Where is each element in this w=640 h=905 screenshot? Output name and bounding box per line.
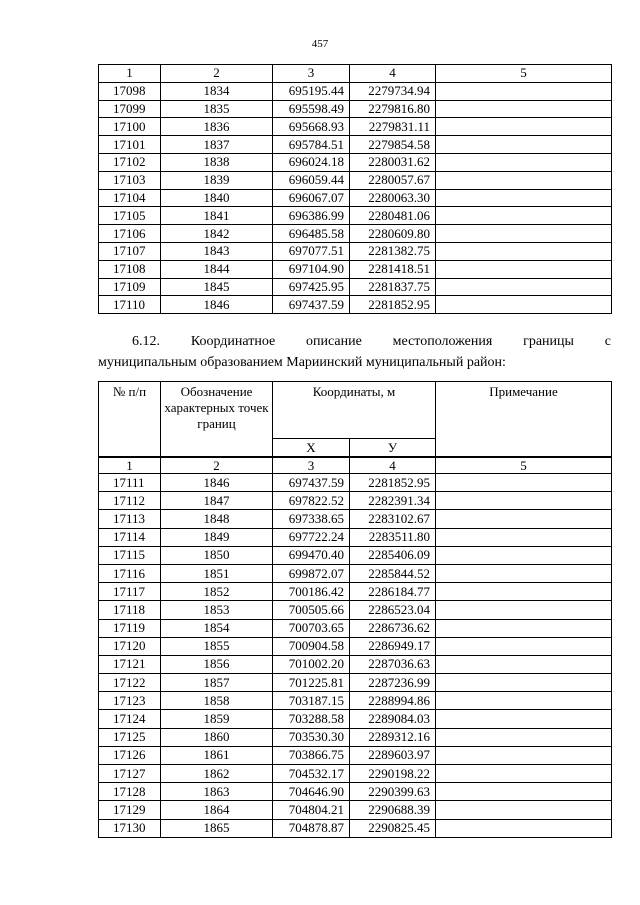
table-cell: 703866.75 — [273, 746, 350, 764]
table-cell: 2280031.62 — [350, 153, 436, 171]
header-x: Х — [273, 439, 350, 458]
paragraph-line-1 — [98, 331, 611, 352]
table-row — [99, 728, 612, 746]
table-cell: 1840 — [161, 189, 273, 207]
table-row — [99, 82, 612, 100]
table-cell: 2289084.03 — [350, 710, 436, 728]
header-coordinates: Координаты, м — [273, 382, 436, 439]
table-row — [99, 819, 612, 837]
table-cell — [436, 601, 612, 619]
table-cell: 17102 — [99, 153, 161, 171]
table-cell: 2281852.95 — [350, 296, 436, 314]
header-note: Примечание — [436, 382, 612, 458]
table-row — [99, 207, 612, 225]
table-index-row — [99, 457, 612, 474]
table-cell: 704804.21 — [273, 801, 350, 819]
header-cell: 4 — [350, 65, 436, 83]
table-cell: 697437.59 — [273, 474, 350, 492]
index-cell: 2 — [161, 457, 273, 474]
table-cell: 2286523.04 — [350, 601, 436, 619]
table-cell — [436, 819, 612, 837]
table-row — [99, 619, 612, 637]
table-row — [99, 225, 612, 243]
table-cell: 17103 — [99, 171, 161, 189]
table-cell: 1842 — [161, 225, 273, 243]
table-row — [99, 492, 612, 510]
table-cell: 2281418.51 — [350, 260, 436, 278]
table-cell — [436, 528, 612, 546]
table-cell — [436, 82, 612, 100]
table-cell: 2279831.11 — [350, 118, 436, 136]
table-cell: 699470.40 — [273, 546, 350, 564]
table-cell — [436, 260, 612, 278]
table-cell: 699872.07 — [273, 564, 350, 582]
table-cell: 1846 — [161, 296, 273, 314]
table-cell: 1858 — [161, 692, 273, 710]
table-cell: 697338.65 — [273, 510, 350, 528]
table-cell: 2285406.09 — [350, 546, 436, 564]
table-cell: 2287236.99 — [350, 674, 436, 692]
paragraph-word: границы — [523, 334, 574, 349]
table-cell: 17126 — [99, 746, 161, 764]
table-cell: 1846 — [161, 474, 273, 492]
table-row — [99, 564, 612, 582]
table-row — [99, 674, 612, 692]
table-cell — [436, 765, 612, 783]
table-cell: 1863 — [161, 783, 273, 801]
table-cell: 2279734.94 — [350, 82, 436, 100]
table-cell: 2280063.30 — [350, 189, 436, 207]
table-cell — [436, 801, 612, 819]
table-cell: 696067.07 — [273, 189, 350, 207]
table-row — [99, 260, 612, 278]
table-cell: 1855 — [161, 637, 273, 655]
table-cell: 2281382.75 — [350, 242, 436, 260]
table-row — [99, 746, 612, 764]
table-cell: 2280609.80 — [350, 225, 436, 243]
table-row — [99, 692, 612, 710]
table-cell: 1841 — [161, 207, 273, 225]
table-row — [99, 765, 612, 783]
table-cell: 17105 — [99, 207, 161, 225]
table-cell — [436, 492, 612, 510]
table-cell: 700505.66 — [273, 601, 350, 619]
table-cell: 17110 — [99, 296, 161, 314]
table-cell — [436, 546, 612, 564]
index-cell: 4 — [350, 457, 436, 474]
table-cell: 2283511.80 — [350, 528, 436, 546]
table-cell: 704532.17 — [273, 765, 350, 783]
table-header-row — [99, 65, 612, 83]
table-cell: 700904.58 — [273, 637, 350, 655]
table-row — [99, 710, 612, 728]
table-cell: 2279816.80 — [350, 100, 436, 118]
table-cell: 701225.81 — [273, 674, 350, 692]
table-cell: 703288.58 — [273, 710, 350, 728]
table-cell: 695784.51 — [273, 136, 350, 154]
table-cell: 1864 — [161, 801, 273, 819]
table-cell: 1843 — [161, 242, 273, 260]
table-cell: 17109 — [99, 278, 161, 296]
table-row — [99, 583, 612, 601]
table-row — [99, 474, 612, 492]
table-cell: 17104 — [99, 189, 161, 207]
table-cell: 701002.20 — [273, 655, 350, 673]
table-row — [99, 100, 612, 118]
table-cell: 2286736.62 — [350, 619, 436, 637]
table-cell — [436, 225, 612, 243]
paragraph-word: с — [604, 334, 611, 349]
table-cell: 1837 — [161, 136, 273, 154]
table-cell: 1861 — [161, 746, 273, 764]
table-cell: 17122 — [99, 674, 161, 692]
table-cell: 17124 — [99, 710, 161, 728]
table-cell: 1839 — [161, 171, 273, 189]
paragraph-line-2: муниципальным образованием Мариинский муниципальный район: — [98, 355, 506, 370]
table-cell — [436, 136, 612, 154]
table-cell: 696485.58 — [273, 225, 350, 243]
table-cell — [436, 296, 612, 314]
table-cell: 1856 — [161, 655, 273, 673]
table-cell — [436, 171, 612, 189]
header-designation: Обозначение характерных точек границ — [161, 382, 273, 458]
table-cell: 17115 — [99, 546, 161, 564]
table-cell — [436, 474, 612, 492]
header-cell: 1 — [99, 65, 161, 83]
table-cell: 2281837.75 — [350, 278, 436, 296]
table-cell: 1845 — [161, 278, 273, 296]
table-cell: 2287036.63 — [350, 655, 436, 673]
paragraph-word: Координатное — [190, 334, 276, 349]
table-cell — [436, 100, 612, 118]
table-cell: 1835 — [161, 100, 273, 118]
table-cell: 17112 — [99, 492, 161, 510]
table-cell — [436, 583, 612, 601]
table-row — [99, 510, 612, 528]
table-cell: 17119 — [99, 619, 161, 637]
table-cell: 697425.95 — [273, 278, 350, 296]
table-cell — [436, 189, 612, 207]
table-row — [99, 546, 612, 564]
table-cell: 17116 — [99, 564, 161, 582]
table-cell: 2279854.58 — [350, 136, 436, 154]
table-cell: 17099 — [99, 100, 161, 118]
table-cell: 2288994.86 — [350, 692, 436, 710]
table-cell — [436, 564, 612, 582]
table-cell: 17128 — [99, 783, 161, 801]
section-paragraph — [98, 331, 611, 373]
table-cell: 1854 — [161, 619, 273, 637]
table-cell: 17107 — [99, 242, 161, 260]
table-cell: 2290399.63 — [350, 783, 436, 801]
table-cell: 697104.90 — [273, 260, 350, 278]
table-row — [99, 189, 612, 207]
header-cell: 5 — [436, 65, 612, 83]
table-cell: 696386.99 — [273, 207, 350, 225]
table-cell — [436, 674, 612, 692]
table-cell: 17101 — [99, 136, 161, 154]
table-cell: 17098 — [99, 82, 161, 100]
table-cell: 17121 — [99, 655, 161, 673]
table-cell — [436, 692, 612, 710]
table-header-row — [99, 382, 612, 439]
table-row — [99, 118, 612, 136]
header-num: № п/п — [99, 382, 161, 458]
table-cell — [436, 710, 612, 728]
table-cell: 700186.42 — [273, 583, 350, 601]
table-cell: 1838 — [161, 153, 273, 171]
table-cell — [436, 637, 612, 655]
header-cell: 3 — [273, 65, 350, 83]
table-cell: 697822.52 — [273, 492, 350, 510]
table-cell — [436, 118, 612, 136]
table-cell: 703530.30 — [273, 728, 350, 746]
table-cell: 697437.59 — [273, 296, 350, 314]
table-row — [99, 655, 612, 673]
table-cell: 1850 — [161, 546, 273, 564]
table-cell: 697077.51 — [273, 242, 350, 260]
table-cell — [436, 278, 612, 296]
header-cell: 2 — [161, 65, 273, 83]
table-cell: 17125 — [99, 728, 161, 746]
index-cell: 1 — [99, 457, 161, 474]
table-cell — [436, 783, 612, 801]
table-row — [99, 296, 612, 314]
table-row — [99, 601, 612, 619]
table-row — [99, 637, 612, 655]
table-cell: 17120 — [99, 637, 161, 655]
table-cell: 2286184.77 — [350, 583, 436, 601]
table-cell: 1865 — [161, 819, 273, 837]
table-cell: 704878.87 — [273, 819, 350, 837]
table-cell: 2289603.97 — [350, 746, 436, 764]
table-row — [99, 153, 612, 171]
table-cell: 2282391.34 — [350, 492, 436, 510]
table-cell: 2290825.45 — [350, 819, 436, 837]
table-cell: 1847 — [161, 492, 273, 510]
table-cell: 1853 — [161, 601, 273, 619]
table-cell: 17117 — [99, 583, 161, 601]
table-cell — [436, 728, 612, 746]
table-cell: 17108 — [99, 260, 161, 278]
table-row — [99, 278, 612, 296]
table-cell: 17123 — [99, 692, 161, 710]
table-cell: 1844 — [161, 260, 273, 278]
table-cell: 1859 — [161, 710, 273, 728]
table-cell: 17111 — [99, 474, 161, 492]
table-row — [99, 136, 612, 154]
coordinates-table-continued — [98, 64, 612, 314]
paragraph-word: 6.12. — [132, 334, 160, 349]
table-cell: 1862 — [161, 765, 273, 783]
table-cell: 700703.65 — [273, 619, 350, 637]
table-cell: 17113 — [99, 510, 161, 528]
table-row — [99, 171, 612, 189]
table-cell: 704646.90 — [273, 783, 350, 801]
index-cell: 3 — [273, 457, 350, 474]
table-cell: 17100 — [99, 118, 161, 136]
table-cell — [436, 153, 612, 171]
table-cell: 1857 — [161, 674, 273, 692]
table-cell — [436, 746, 612, 764]
table-cell — [436, 655, 612, 673]
table-cell: 17130 — [99, 819, 161, 837]
table-cell: 1860 — [161, 728, 273, 746]
table-cell: 1836 — [161, 118, 273, 136]
table-cell: 2290198.22 — [350, 765, 436, 783]
table-cell: 17118 — [99, 601, 161, 619]
table-cell — [436, 242, 612, 260]
table-row — [99, 242, 612, 260]
header-y: У — [350, 439, 436, 458]
table-cell: 1852 — [161, 583, 273, 601]
table-cell: 1849 — [161, 528, 273, 546]
table-cell: 17106 — [99, 225, 161, 243]
table-cell: 1848 — [161, 510, 273, 528]
coordinates-table-mariinsky — [98, 381, 612, 838]
table-row — [99, 801, 612, 819]
table-cell: 17129 — [99, 801, 161, 819]
table-cell — [436, 619, 612, 637]
table-cell: 696059.44 — [273, 171, 350, 189]
table-cell: 2283102.67 — [350, 510, 436, 528]
paragraph-word: местоположения — [392, 334, 493, 349]
table-cell: 2280481.06 — [350, 207, 436, 225]
table-cell: 697722.24 — [273, 528, 350, 546]
table-cell: 703187.15 — [273, 692, 350, 710]
table-cell: 2289312.16 — [350, 728, 436, 746]
table-cell: 696024.18 — [273, 153, 350, 171]
paragraph-word: описание — [306, 334, 362, 349]
table-cell — [436, 510, 612, 528]
table-cell: 1851 — [161, 564, 273, 582]
table-cell: 2285844.52 — [350, 564, 436, 582]
page-number: 457 — [311, 38, 329, 50]
table-cell: 17127 — [99, 765, 161, 783]
table-cell: 1834 — [161, 82, 273, 100]
table-cell: 2280057.67 — [350, 171, 436, 189]
table-cell — [436, 207, 612, 225]
table-cell: 695668.93 — [273, 118, 350, 136]
table-row — [99, 783, 612, 801]
table-cell: 2286949.17 — [350, 637, 436, 655]
table-cell: 2281852.95 — [350, 474, 436, 492]
table-cell: 695598.49 — [273, 100, 350, 118]
index-cell: 5 — [436, 457, 612, 474]
table-cell: 695195.44 — [273, 82, 350, 100]
table-cell: 2290688.39 — [350, 801, 436, 819]
table-cell: 17114 — [99, 528, 161, 546]
table-row — [99, 528, 612, 546]
